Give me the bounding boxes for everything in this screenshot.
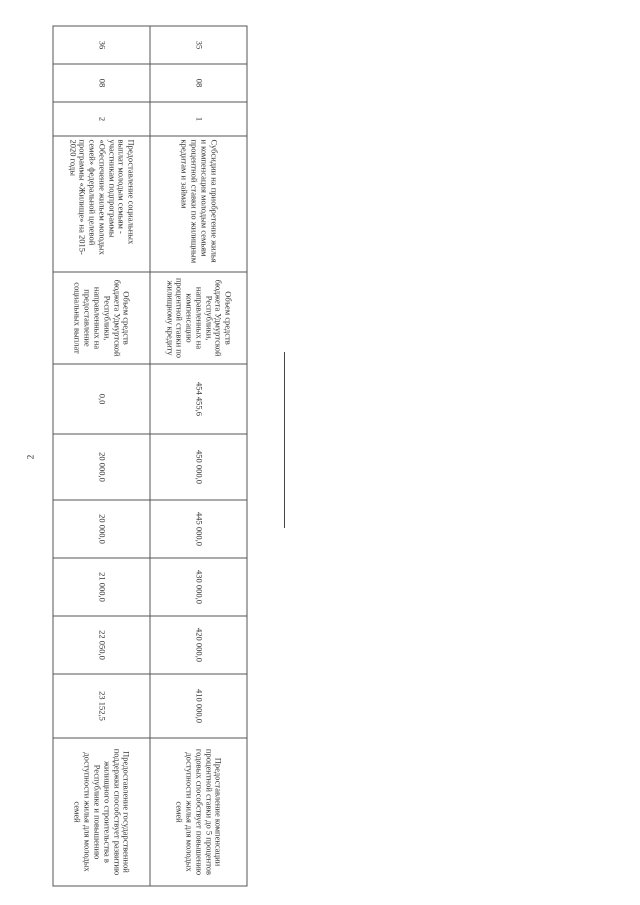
value-year-6: 23 152,5: [53, 674, 150, 738]
measures-table: [53, 25, 248, 886]
value-year-5: 420 000,0: [150, 616, 247, 674]
program-code: 08: [53, 64, 150, 102]
value-year-3: 20 000,0: [53, 500, 150, 558]
program-code: 08: [150, 64, 247, 102]
measure-name: Субсидии на приобретение жилья и компенсация молодым семьям процентной ставки по жилищным кредитам и займам: [150, 136, 247, 272]
expected-result: Предоставление государственной поддержки способствует развитию жилищного строительства в Республике и повышению доступности жилья для молодых семей: [53, 738, 150, 886]
indicator-source: Объем средств бюджета Удмуртской Республики, направленных на предоставление социальных выплат: [53, 272, 150, 364]
value-year-6: 410 000,0: [150, 674, 247, 738]
value-year-4: 21 000,0: [53, 558, 150, 616]
value-year-4: 430 000,0: [150, 558, 247, 616]
value-year-3: 445 000,0: [150, 500, 247, 558]
program-table: [53, 25, 248, 885]
value-year-2: 20 000,0: [53, 434, 150, 500]
page-number: 2: [25, 454, 36, 460]
signature-line: [284, 352, 285, 528]
value-year-1: 0,0: [53, 364, 150, 434]
expected-result: Предоставление компенсации процентной ставки до 5 процентов годовых способствует повышению доступности жилья для молодых семей: [150, 738, 247, 886]
table-row: [150, 26, 247, 886]
subprogram-code: 2: [53, 102, 150, 136]
row-number: 36: [53, 26, 150, 64]
value-year-2: 450 000,0: [150, 434, 247, 500]
value-year-5: 22 050,0: [53, 616, 150, 674]
value-year-1: 454 455,6: [150, 364, 247, 434]
subprogram-code: 1: [150, 102, 247, 136]
measure-name: Предоставление социальных выплат молодым семьям - участникам подпрограммы «Обеспечение жильем молодых семей» федеральной целевой программы «Жилище» на 2015-2020 годы: [53, 136, 150, 272]
row-number: 35: [150, 26, 247, 64]
indicator-source: Объем средств бюджета Удмуртской Республики, направленных на компенсацию процентной ставки по жилищному кредиту: [150, 272, 247, 364]
table-row: [53, 26, 150, 886]
